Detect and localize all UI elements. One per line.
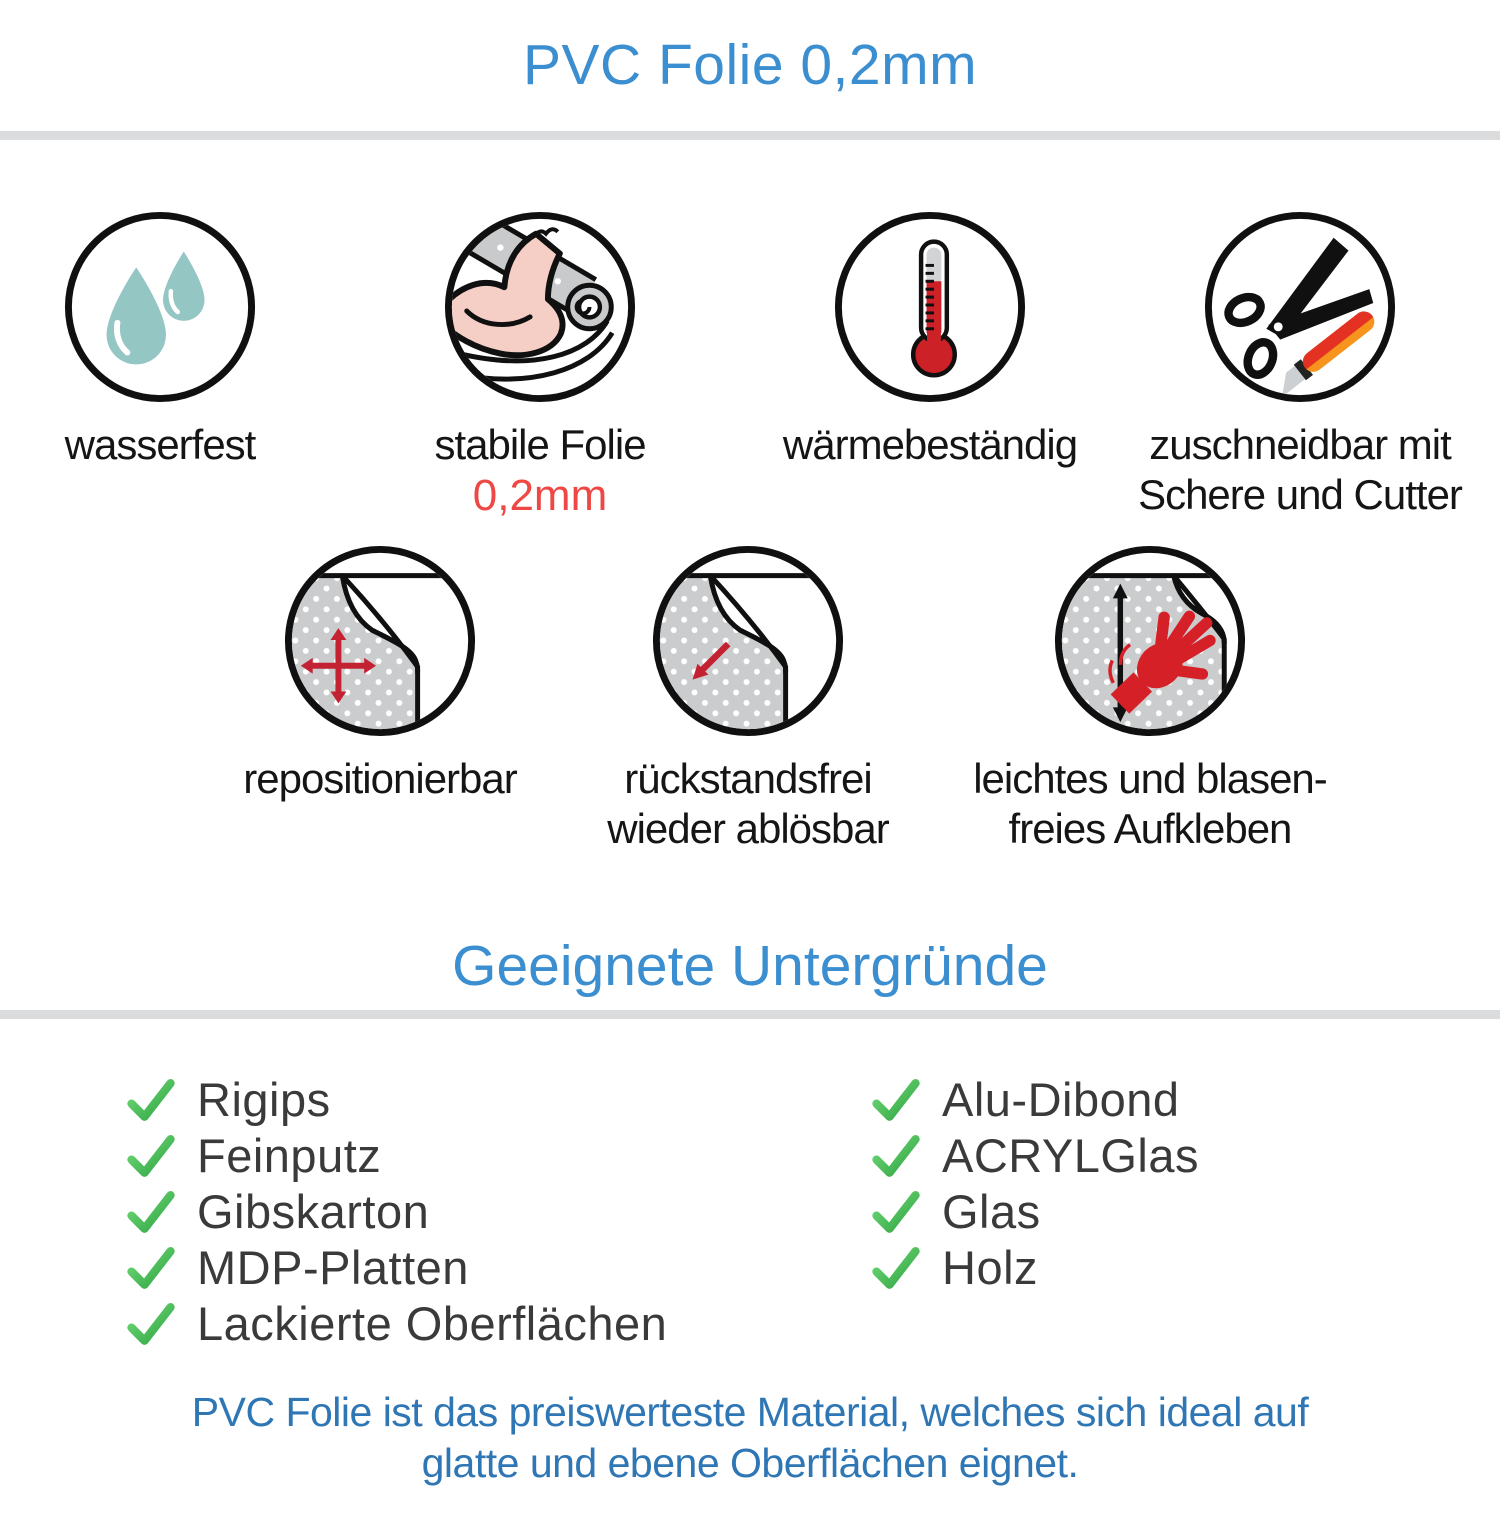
reposition-film-icon bbox=[281, 542, 479, 740]
surface-feinputz: Feinputz bbox=[197, 1128, 382, 1182]
label-waermebestaendig: wärmebeständig bbox=[782, 421, 1078, 468]
feature-label bbox=[243, 754, 517, 866]
feature-repositionierbar bbox=[190, 542, 570, 866]
footer-line-1: PVC Folie ist das preiswerteste Material, welches sich ideal auf bbox=[191, 1389, 1309, 1435]
page-title: PVC Folie 0,2mm bbox=[522, 33, 978, 97]
footer-note bbox=[0, 1387, 1500, 1489]
feature-stabile-folie bbox=[320, 208, 760, 532]
label-rueckstandsfrei-2: wieder ablösbar bbox=[607, 805, 889, 852]
surface-rigips: Rigips bbox=[197, 1072, 331, 1126]
label-zuschneidbar-2: Schere und Cutter bbox=[1138, 471, 1462, 518]
feature-zuschneidbar bbox=[1100, 208, 1500, 532]
divider-bottom bbox=[0, 1010, 1500, 1019]
checkmark-icon bbox=[125, 1297, 177, 1349]
surfaces-checklist bbox=[0, 1071, 1500, 1351]
divider-top bbox=[0, 131, 1500, 140]
checkmark-icon bbox=[125, 1241, 177, 1293]
peel-off-film-icon bbox=[649, 542, 847, 740]
feature-label bbox=[1138, 420, 1462, 532]
muscle-arm-foil-icon bbox=[441, 208, 639, 406]
label-rueckstandsfrei-1: rückstandsfrei bbox=[624, 755, 872, 802]
pvc-folie-infographic bbox=[0, 30, 1500, 1489]
checkmark-icon bbox=[870, 1185, 922, 1237]
surface-lackierte-oberflaechen: Lackierte Oberflächen bbox=[197, 1296, 668, 1350]
surface-glas: Glas bbox=[942, 1184, 1041, 1238]
feature-label bbox=[607, 754, 889, 866]
list-item bbox=[870, 1183, 1199, 1239]
bubble-free-apply-icon bbox=[1051, 542, 1249, 740]
label-thickness: 0,2mm bbox=[472, 471, 608, 520]
checkmark-icon bbox=[125, 1073, 177, 1125]
surfaces-column-right bbox=[870, 1071, 1199, 1351]
label-repositionierbar: repositionierbar bbox=[243, 755, 517, 802]
label-wasserfest: wasserfest bbox=[64, 421, 256, 468]
list-item bbox=[870, 1071, 1199, 1127]
checkmark-icon bbox=[870, 1129, 922, 1181]
surface-gibskarton: Gibskarton bbox=[197, 1184, 430, 1238]
feature-waermebestaendig bbox=[760, 208, 1100, 532]
checkmark-icon bbox=[125, 1185, 177, 1237]
label-zuschneidbar-1: zuschneidbar mit bbox=[1149, 421, 1451, 468]
surface-alu-dibond: Alu-Dibond bbox=[942, 1072, 1180, 1126]
feature-label bbox=[434, 420, 645, 532]
list-item bbox=[125, 1239, 870, 1295]
features-row-2 bbox=[0, 542, 1500, 866]
thermometer-icon bbox=[831, 208, 1029, 406]
list-item bbox=[125, 1183, 870, 1239]
list-item bbox=[125, 1127, 870, 1183]
scissors-cutter-icon bbox=[1201, 208, 1399, 406]
list-item bbox=[870, 1127, 1199, 1183]
feature-label bbox=[973, 754, 1327, 866]
list-item bbox=[125, 1071, 870, 1127]
water-drops-icon bbox=[61, 208, 259, 406]
feature-blasenfrei bbox=[938, 542, 1362, 866]
surfaces-column-left bbox=[125, 1071, 870, 1351]
label-stabile-folie: stabile Folie bbox=[434, 421, 646, 468]
feature-label bbox=[783, 420, 1077, 532]
feature-label bbox=[65, 420, 256, 532]
features-row-1 bbox=[0, 208, 1500, 532]
list-item bbox=[125, 1295, 870, 1351]
list-item bbox=[870, 1239, 1199, 1295]
surface-holz: Holz bbox=[942, 1240, 1039, 1294]
label-blasenfrei-2: freies Aufkleben bbox=[1008, 805, 1292, 852]
checkmark-icon bbox=[870, 1073, 922, 1125]
section-title-untergruende: Geeignete Untergründe bbox=[452, 934, 1048, 998]
checkmark-icon bbox=[870, 1241, 922, 1293]
footer-line-2: glatte und ebene Oberflächen eignet. bbox=[421, 1440, 1079, 1486]
feature-rueckstandsfrei bbox=[558, 542, 938, 866]
label-blasenfrei-1: leichtes und blasen- bbox=[973, 755, 1327, 802]
surface-acrylglas: ACRYLGlas bbox=[942, 1128, 1200, 1182]
checkmark-icon bbox=[125, 1129, 177, 1181]
feature-wasserfest bbox=[0, 208, 320, 532]
surface-mdp-platten: MDP-Platten bbox=[197, 1240, 469, 1294]
